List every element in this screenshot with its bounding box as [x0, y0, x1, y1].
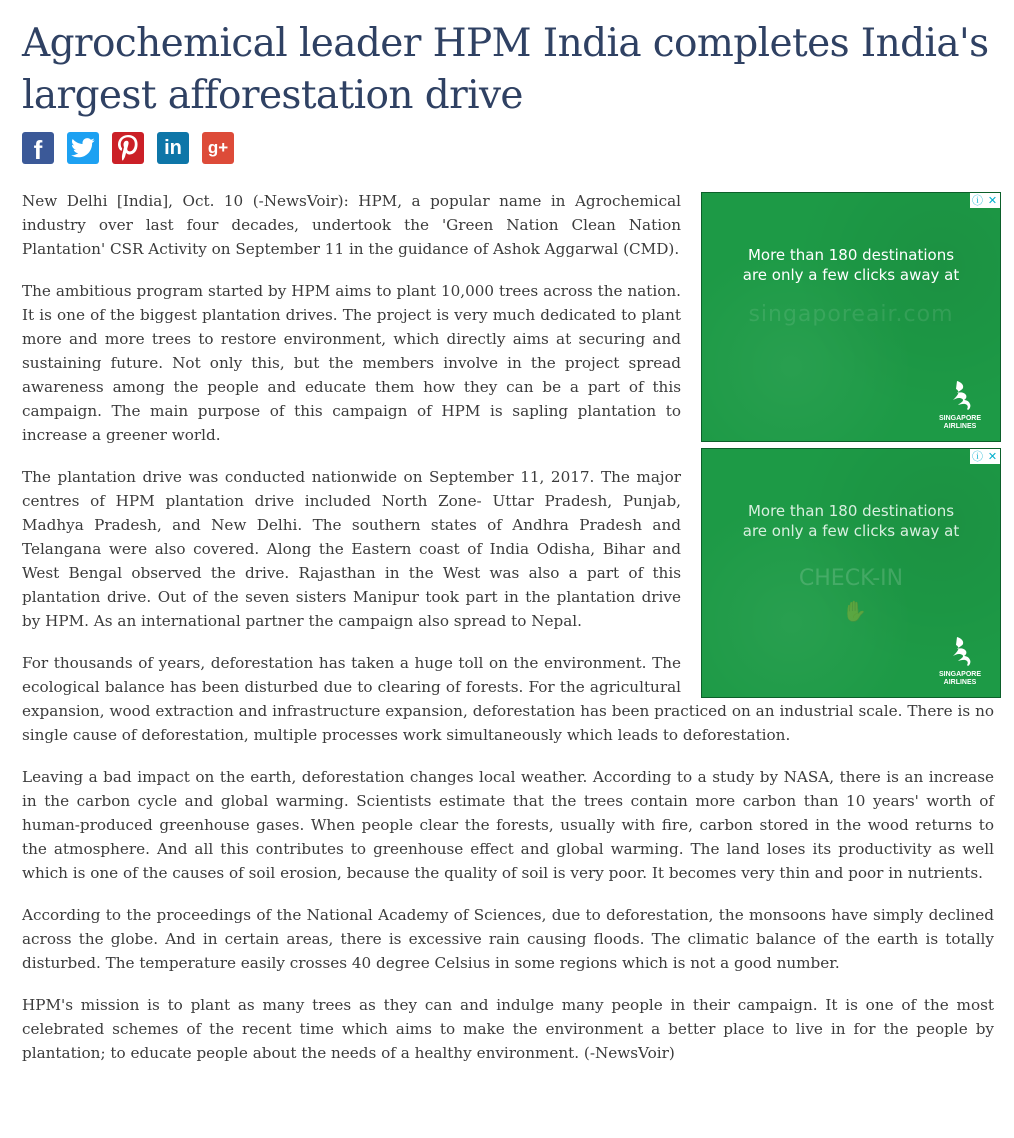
twitter-icon	[71, 138, 95, 158]
article-paragraph: According to the proceedings of the National Academy of Sciences, due to deforestation, the monsoons have simply declined across the globe. And in certain areas, there is excessive rain causing floods. The climatic balance of the earth is totally disturbed. The temperature easily crosses 40 degree Celsius in some regions which is not a good number.	[22, 906, 994, 972]
article-title: Agrochemical leader HPM India completes India's largest afforestation drive	[22, 21, 989, 118]
share-bar	[22, 132, 994, 165]
ad-column	[701, 192, 1001, 698]
googleplus-share-button[interactable]	[202, 132, 234, 164]
article-page	[22, 0, 998, 1083]
article-paragraph: The ambitious program started by HPM aims to plant 10,000 trees across the nation. It is one of the biggest plantation drives. The project is very much dedicated to plant more and more trees to restore environment, which directly aims at securing and sustaining future. Not only this, but the members involve in the project spread awareness among the people and educate them how they can be a part of this campaign. The main purpose of this campaign of HPM is sapling plantation to increase a greener world.	[22, 282, 681, 444]
article-paragraph: The plantation drive was conducted nationwide on September 11, 2017. The major centres of HPM plantation drive included North Zone- Uttar Pradesh, Punjab, Madhya Pradesh, and New Delhi. The southern states of Andhra Pradesh and Telangana were also covered. Along the Eastern coast of India Odisha, Bihar and West Bengal observed the drive. Rajasthan in the West was also a part of this plantation drive. Out of the seven sisters Manipur took part in the plantation drive by HPM. As an international partner the campaign also spread to Nepal.	[22, 468, 681, 630]
singapore-airlines-logo: SINGAPORE AIRLINES	[932, 379, 988, 431]
ad-controls	[970, 193, 1000, 208]
ad-watermark: singaporeair.com	[748, 302, 954, 327]
bird-logo-icon	[945, 635, 975, 669]
close-ad-icon[interactable]: ✕	[987, 450, 998, 463]
advertisement-banner[interactable]	[701, 192, 1001, 442]
pinterest-share-button[interactable]	[112, 132, 144, 164]
adchoices-icon[interactable]: ⓘ	[972, 450, 983, 463]
googleplus-icon: g+	[207, 138, 229, 157]
pinterest-icon	[117, 135, 139, 161]
ad-controls	[970, 449, 1000, 464]
hand-cursor-icon: ✋	[842, 599, 867, 623]
ad-check-in-button[interactable]: CHECK-IN	[798, 566, 904, 591]
linkedin-share-button[interactable]	[157, 132, 189, 164]
ad-headline: More than 180 destinations are only a few clicks away at	[742, 502, 960, 540]
article-paragraph: New Delhi [India], Oct. 10 (-NewsVoir): HPM, a popular name in Agrochemical industry over last four decades, undertook the 'Green Nation Clean Nation Plantation' CSR Activity on September 11 in the guidance of Ashok Aggarwal (CMD).	[22, 192, 681, 258]
article-paragraph: For thousands of years, deforestation has taken a huge toll on the environment. The ecological balance has been disturbed due to clearing of forests. For the agricultural expansion, wood extraction and infrastructure expansion, deforestation has been practiced on an industrial scale. There is no single cause of deforestation, multiple processes work simultaneously which leads to deforestation.	[22, 654, 994, 744]
advertisement-banner-2[interactable]	[701, 448, 1001, 698]
article-paragraph: HPM's mission is to plant as many trees as they can and indulge many people in their campaign. It is one of the most celebrated schemes of the recent time which aims to make the environment a better place to live in for the people by plantation; to educate people about the needs of a healthy environment. (-NewsVoir)	[22, 996, 994, 1062]
bird-logo-icon	[945, 379, 975, 413]
close-ad-icon[interactable]: ✕	[987, 194, 998, 207]
singapore-airlines-logo: SINGAPORE AIRLINES	[932, 635, 988, 687]
linkedin-icon: in	[164, 136, 182, 159]
facebook-icon: f	[33, 134, 43, 165]
ad-headline: More than 180 destinations are only a few clicks away at	[742, 246, 960, 284]
article-paragraph: Leaving a bad impact on the earth, deforestation changes local weather. According to a study by NASA, there is an increase in the carbon cycle and global warming. Scientists estimate that the trees contain more carbon than 10 years' worth of human-produced greenhouse gases. When people clear the forests, usually with fire, carbon stored in the wood returns to the atmosphere. And all this contributes to greenhouse effect and global warming. The land loses its productivity as well which is one of the causes of soil erosion, because the quality of soil is very poor. It becomes very thin and poor in nutrients.	[22, 768, 994, 882]
facebook-share-button[interactable]	[22, 132, 54, 164]
adchoices-icon[interactable]: ⓘ	[972, 194, 983, 207]
twitter-share-button[interactable]	[67, 132, 99, 164]
article-body	[22, 189, 998, 1065]
